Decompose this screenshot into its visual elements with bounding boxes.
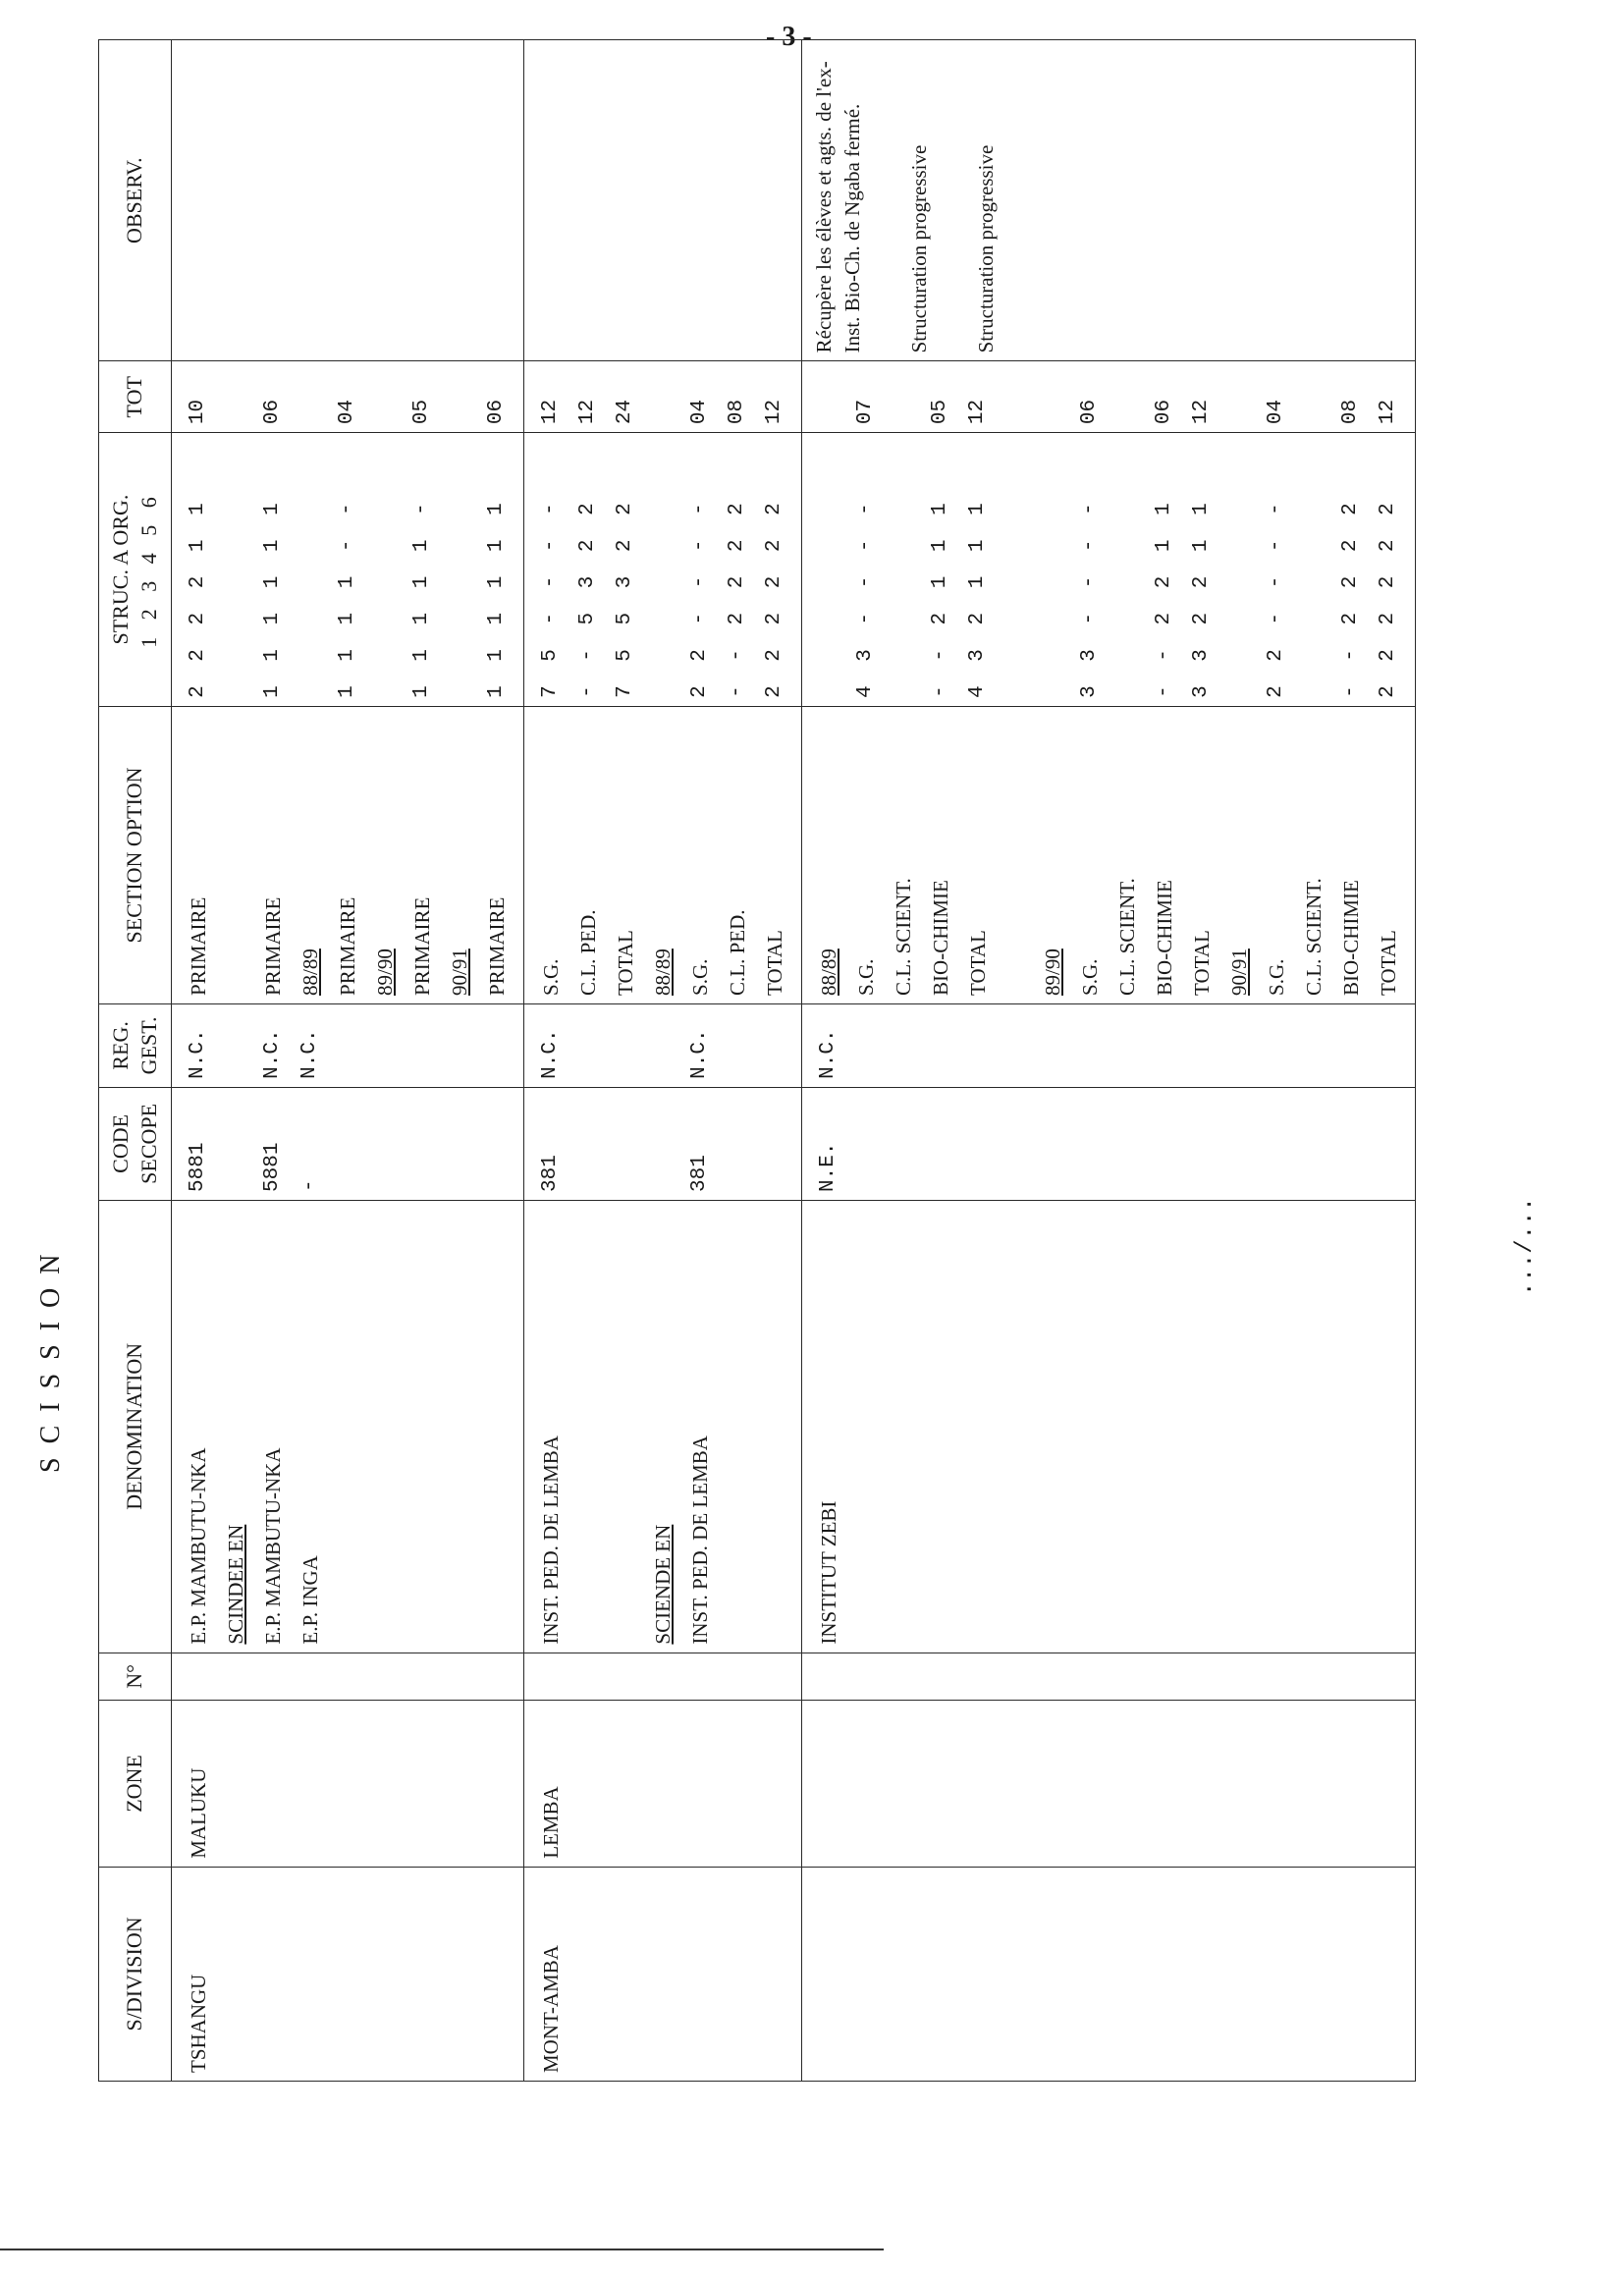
section-line: C.L. SCIENT. [892, 878, 916, 996]
tot-line: 12 [966, 399, 990, 425]
reg-line: N.C. [817, 1029, 840, 1079]
struc-line [292, 441, 329, 698]
tot-line [1109, 369, 1146, 424]
cell-denomination [802, 1200, 1416, 1653]
tot-line: 08 [1339, 399, 1363, 425]
reg-line [607, 1012, 644, 1079]
header-struc [99, 433, 172, 707]
cell-code [524, 1087, 802, 1200]
tot-line [997, 369, 1034, 424]
tot-line: 06 [261, 399, 285, 425]
struc-line: - - 2 2 2 2 [1339, 497, 1363, 698]
struc-line: 1 1 1 1 1 1 [261, 497, 285, 698]
cell-sdivision [524, 1867, 802, 2081]
cell-reg [802, 1003, 1416, 1087]
reg-line [217, 1012, 254, 1079]
denomination-line: E.P. INGA [298, 1555, 323, 1645]
cell-tot [524, 361, 802, 433]
struc-line: 4 3 - - - - [854, 497, 878, 698]
cell-no [172, 1653, 524, 1700]
section-title: SCISSION [35, 1240, 66, 1473]
struc-line [644, 441, 681, 698]
struc-line: 2 2 - - - - [1265, 497, 1288, 698]
cell-zone [172, 1701, 524, 1868]
struc-line: 2 2 2 2 1 1 [187, 497, 210, 698]
header-code: CODE SECOPE [99, 1087, 172, 1200]
observ-line: Structuration progressive [974, 144, 999, 353]
code-line: 381 [539, 1155, 563, 1192]
tot-line [217, 369, 254, 424]
cell-no [802, 1653, 1416, 1700]
tot-line: 12 [1190, 399, 1214, 425]
struc-line: 7 5 - - - - [539, 497, 563, 698]
cell-struc [802, 433, 1416, 707]
section-line: TOTAL [966, 930, 991, 996]
tot-line: 06 [1153, 399, 1176, 425]
tot-line: 12 [1377, 399, 1400, 425]
code-line: N.E. [817, 1142, 840, 1192]
section-line: S.G. [1265, 958, 1289, 996]
tot-line: 06 [1078, 399, 1102, 425]
struc-line: 1 1 1 1 - - [336, 497, 359, 698]
cell-sdivision [172, 1867, 524, 2081]
cell-denomination [172, 1200, 524, 1653]
sdivision-text: TSHANGU [187, 1974, 211, 2073]
tot-line [366, 369, 404, 424]
section-line: C.L. PED. [726, 909, 750, 996]
tot-line: 12 [539, 399, 563, 425]
cell-reg [172, 1003, 524, 1087]
header-no: N° [99, 1653, 172, 1700]
tot-line: 06 [485, 399, 509, 425]
struc-line [366, 441, 404, 698]
section-line: C.L. SCIENT. [1302, 878, 1326, 996]
reg-line [644, 1012, 681, 1079]
struc-line [1220, 441, 1258, 698]
tot-line [1034, 369, 1071, 424]
struc-line: 3 3 2 2 1 1 [1190, 497, 1214, 698]
zone-text: LEMBA [539, 1786, 564, 1859]
section-line [217, 715, 254, 996]
section-line: TOTAL [763, 930, 787, 996]
section-line: PRIMAIRE [261, 896, 286, 996]
struc-line: - - 2 2 2 2 [726, 497, 749, 698]
code-line: 5881 [187, 1142, 210, 1192]
cell-tot [802, 361, 1416, 433]
cell-observ [172, 40, 524, 361]
cell-observ [524, 40, 802, 361]
struc-line: 3 3 - - - - [1078, 497, 1102, 698]
no-text [532, 1661, 569, 1692]
section-line: 90/91 [1227, 948, 1252, 996]
denomination-line: E.P. MAMBUTU-NKA [187, 1447, 211, 1645]
tot-line: 24 [614, 399, 637, 425]
section-line: BIO-CHIMIE [1153, 880, 1177, 996]
rotated-table-container [98, 39, 1401, 2082]
section-line: 89/90 [1041, 948, 1065, 996]
section-line: C.L. SCIENT. [1115, 878, 1140, 996]
section-line: TOTAL [1377, 930, 1401, 996]
zone-text: MALUKU [187, 1767, 211, 1859]
section-line: C.L. PED. [576, 909, 601, 996]
denomination-line: E.P. MAMBUTU-NKA [261, 1447, 286, 1645]
struc-line [441, 441, 478, 698]
tot-line: 05 [410, 399, 434, 425]
header-row [99, 40, 172, 2082]
section-line: S.G. [1078, 958, 1103, 996]
denomination-line [607, 1209, 644, 1645]
page-number: - 3 - [766, 22, 812, 52]
tot-line: 04 [336, 399, 359, 425]
denomination-line: SCINDEE EN [224, 1524, 248, 1645]
section-line: S.G. [539, 958, 564, 996]
table-row [802, 40, 1416, 2082]
cell-section [802, 706, 1416, 1003]
struc-line: - - 2 1 1 1 [929, 497, 952, 698]
zone-text [810, 1708, 847, 1859]
struc-line: 1 1 1 1 1 - [410, 497, 434, 698]
struc-line: 2 2 2 2 2 2 [763, 497, 786, 698]
cell-struc [524, 433, 802, 707]
struc-line [810, 441, 847, 698]
code-line: - [298, 1179, 322, 1192]
observ-text [180, 48, 217, 352]
struc-line: 4 3 2 1 1 1 [966, 497, 990, 698]
section-line: 88/89 [651, 948, 676, 996]
denomination-line: SCIENDE EN [651, 1524, 676, 1645]
cell-code [802, 1087, 1416, 1200]
cell-denomination [524, 1200, 802, 1653]
table-row [172, 40, 524, 2082]
continuation-mark: .../... [1512, 1197, 1539, 1296]
header-reg: REG. GEST. [99, 1003, 172, 1087]
cell-no [524, 1653, 802, 1700]
tot-line [1220, 369, 1258, 424]
denomination-line: INST. PED. DE LEMBA [539, 1436, 564, 1645]
cell-code [172, 1087, 524, 1200]
struc-line: - - 5 3 2 2 [576, 497, 600, 698]
struc-line [885, 441, 922, 698]
reg-line: N.C. [688, 1029, 712, 1079]
struc-line [1109, 441, 1146, 698]
table-row [524, 40, 802, 2082]
header-struc-title: STRUC. A ORG. [108, 494, 133, 645]
code-line: 381 [688, 1155, 712, 1192]
reg-line: N.C. [298, 1029, 322, 1079]
header-observ: OBSERV. [99, 40, 172, 361]
reg-line: N.C. [187, 1029, 210, 1079]
bottom-rule [0, 2249, 884, 2250]
tot-line [644, 369, 681, 424]
section-line: S.G. [854, 958, 879, 996]
scission-table [98, 39, 1416, 2082]
section-line: BIO-CHIMIE [1339, 880, 1364, 996]
tot-line [810, 369, 847, 424]
header-section: SECTION OPTION [99, 706, 172, 1003]
cell-zone [524, 1701, 802, 1868]
header-sdivision: S/DIVISION [99, 1867, 172, 2081]
observ-line: Récupère les élèves et agts. de l'ex-Inst. Bio-Ch. de Ngaba fermé. [812, 61, 864, 353]
tot-line [885, 369, 922, 424]
cell-section [524, 706, 802, 1003]
cell-tot [172, 361, 524, 433]
section-line: PRIMAIRE [336, 896, 360, 996]
section-line: PRIMAIRE [187, 896, 211, 996]
struc-line: 2 2 - - - - [688, 497, 712, 698]
reg-line: N.C. [261, 1029, 285, 1079]
struc-line: 1 1 1 1 1 1 [485, 497, 509, 698]
tot-line: 12 [763, 399, 786, 425]
tot-line: 10 [187, 399, 210, 425]
section-line: 90/91 [448, 948, 472, 996]
struc-line: 7 5 5 3 2 2 [614, 497, 637, 698]
tot-line: 12 [576, 399, 600, 425]
cell-section [172, 706, 524, 1003]
tot-line: 04 [1265, 399, 1288, 425]
observ-text [532, 48, 569, 352]
code-line [607, 1096, 644, 1192]
tot-line: 04 [688, 399, 712, 425]
code-line [217, 1096, 254, 1192]
sdivision-text [810, 1875, 847, 2073]
code-line [569, 1096, 607, 1192]
denomination-line: INSTITUT ZEBI [817, 1500, 841, 1645]
header-tot: TOT [99, 361, 172, 433]
no-text [180, 1661, 217, 1692]
section-line: TOTAL [614, 930, 638, 996]
no-text [810, 1661, 847, 1692]
section-line: S.G. [688, 958, 713, 996]
section-line [997, 715, 1034, 996]
section-line: TOTAL [1190, 930, 1215, 996]
cell-struc [172, 433, 524, 707]
struc-line: 2 2 2 2 2 2 [1377, 497, 1400, 698]
struc-line [1034, 441, 1071, 698]
struc-line [1295, 441, 1332, 698]
tot-line [1295, 369, 1332, 424]
observ-line: Structuration progressive [906, 144, 931, 353]
section-line: 89/90 [373, 948, 398, 996]
section-line: BIO-CHIMIE [929, 880, 953, 996]
section-line: PRIMAIRE [410, 896, 435, 996]
header-struc-cols: 1 2 3 4 5 6 [135, 491, 161, 648]
code-line [644, 1096, 681, 1192]
tot-line [292, 369, 329, 424]
cell-sdivision [802, 1867, 1416, 2081]
reg-line: N.C. [539, 1029, 563, 1079]
denomination-line: INST. PED. DE LEMBA [688, 1436, 713, 1645]
cell-zone [802, 1701, 1416, 1868]
section-line: 88/89 [298, 948, 323, 996]
tot-line: 07 [854, 399, 878, 425]
struc-line: - - 2 2 1 1 [1153, 497, 1176, 698]
sdivision-text: MONT-AMBA [539, 1945, 564, 2073]
tot-line: 08 [726, 399, 749, 425]
code-line: 5881 [261, 1142, 285, 1192]
tot-line [441, 369, 478, 424]
struc-line [217, 441, 254, 698]
tot-line: 05 [929, 399, 952, 425]
header-zone: ZONE [99, 1701, 172, 1868]
section-line: 88/89 [817, 948, 841, 996]
cell-observ [802, 40, 1416, 361]
header-denomination: DENOMINATION [99, 1200, 172, 1653]
section-line: PRIMAIRE [485, 896, 510, 996]
cell-reg [524, 1003, 802, 1087]
reg-line [569, 1012, 607, 1079]
denomination-line [569, 1209, 607, 1645]
struc-line [997, 441, 1034, 698]
